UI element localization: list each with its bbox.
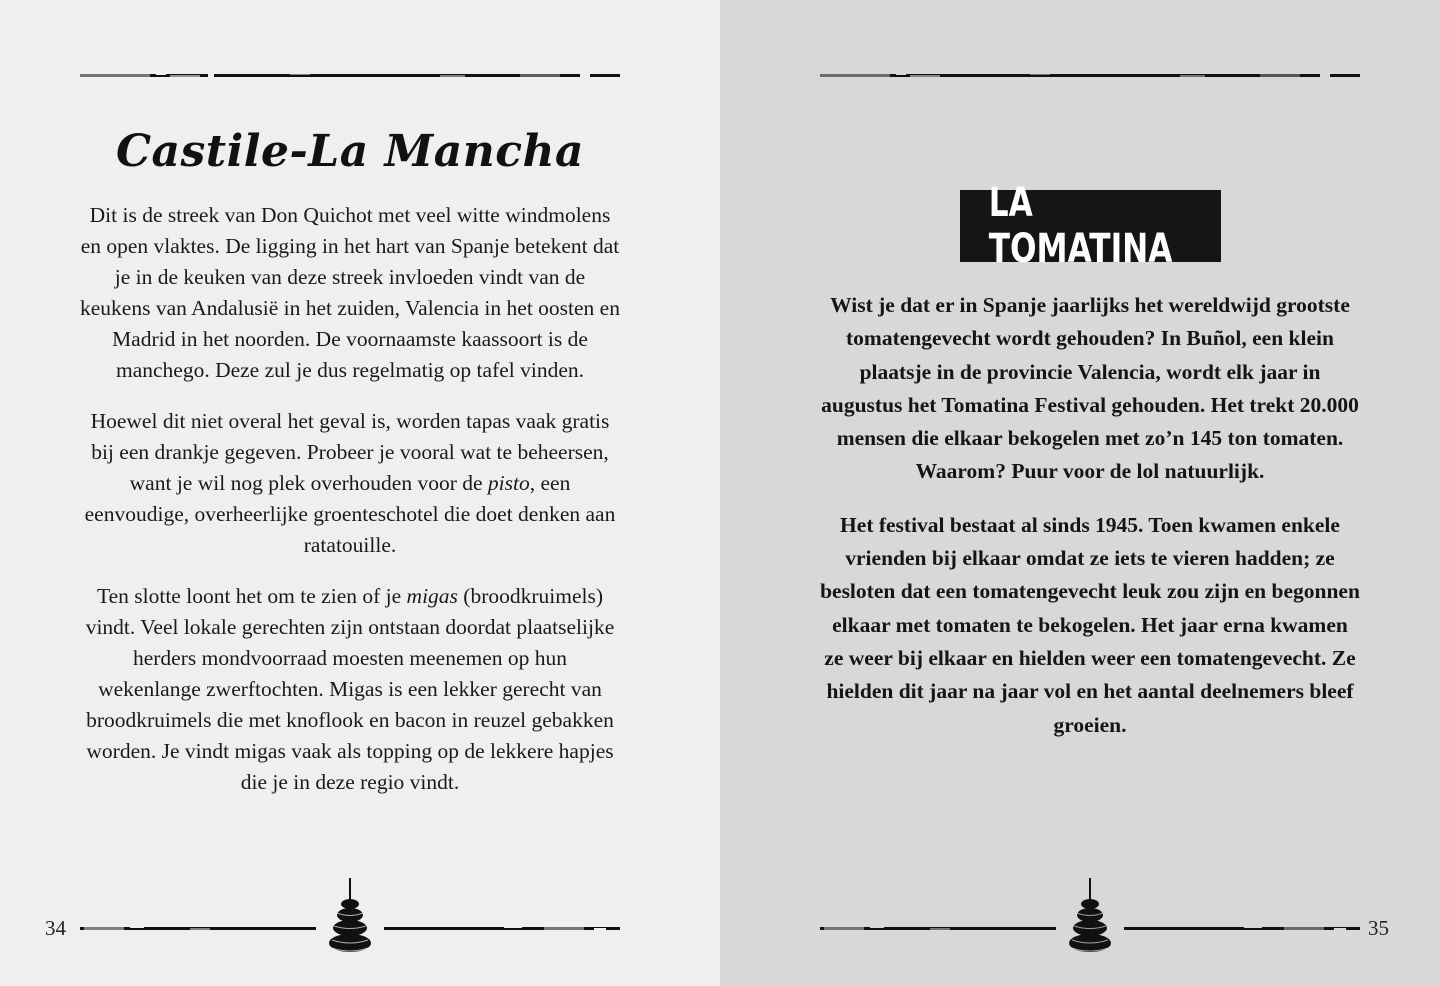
top-rule-right xyxy=(820,72,1360,80)
right-paragraph-1: Wist je dat er in Spanje jaarlijks het wereldwijd grootste tomatengevecht wordt gehouden? In Buñol, een klein plaatsje in de provincie Valencia, wordt elk jaar in augustus het Tomatina Festival gehouden. Het trekt 20.000 mensen die elkaar bekogelen met zo’n 145 ton tomaten. Waarom? Puur voor de lol natuurlijk. xyxy=(821,293,1359,484)
page-title-la-tomatina xyxy=(960,180,1221,272)
left-paragraph-1-text: Dit is de streek van Don Quichot met veel witte windmolens en open vlaktes. De ligging in het hart van Spanje betekent dat je in de keuken van deze streek invloeden vindt van de keukens van Andalusië in het zuiden, Valencia in het oosten en Madrid in het noorden. De voornaamste kaassoort is de manchego. Deze zul je dus regelmatig op tafel vinden. xyxy=(80,203,620,382)
bottom-rule-right-a xyxy=(820,925,1056,933)
left-paragraph-2-text-a: Hoewel dit niet overal het geval is, worden tapas vaak gratis bij een drankje gegeven. Probeer je vooral wat te beheersen, want je wil nog plek overhouden voor de xyxy=(90,409,610,495)
left-paragraph-2-text-b: , een eenvoudige, overheerlijke groenteschotel die doet denken aan ratatouille. xyxy=(84,471,616,557)
bottom-rule-right-b xyxy=(1124,925,1360,933)
top-rule-left xyxy=(80,72,620,80)
left-body-text xyxy=(80,200,620,818)
page-number-right: 35 xyxy=(1368,916,1389,940)
left-paragraph-2 xyxy=(80,406,620,561)
bottom-rule-left-b xyxy=(384,925,620,933)
left-paragraph-1 xyxy=(80,200,620,386)
left-paragraph-3-text-b: (broodkruimels) vindt. Veel lokale gerechten zijn ontstaan doordat plaatselijke herders mondvoorraad moesten meenemen op hun wekenlange zwerftochten. Migas is een lekker gerecht van broodkruimels die met knoflook en bacon in reuzel gebakken worden. Je vindt migas vaak als topping op de lekkere hapjes die je in deze regio vindt. xyxy=(85,584,615,794)
title-box-label: LA TOMATINA xyxy=(988,180,1173,272)
page-title-castile-la-mancha: Castile-La Mancha xyxy=(115,126,585,177)
page-number-left: 34 xyxy=(45,916,66,940)
left-paragraph-3 xyxy=(80,581,620,798)
left-paragraph-2-italic-pisto: pisto xyxy=(487,471,530,495)
stacked-plate-ornament-icon xyxy=(328,878,372,960)
left-paragraph-3-text-a: Ten slotte loont het om te zien of je xyxy=(96,584,407,608)
right-body-text xyxy=(820,289,1360,762)
stacked-plate-ornament-icon-right xyxy=(1068,878,1112,960)
left-paragraph-3-italic-migas: migas xyxy=(406,584,458,608)
right-paragraph-2: Het festival bestaat al sinds 1945. Toen kwamen enkele vrienden bij elkaar omdat ze iets te vieren hadden; ze besloten dat een tomatengevecht leuk zou zijn en begonnen elkaar met tomaten te bekogelen. Het jaar erna kwamen ze weer bij elkaar en hielden weer een tomatengevecht. Ze hielden dit jaar na jaar vol en het aantal deelnemers bleef groeien. xyxy=(820,512,1360,737)
bottom-rule-left-a xyxy=(80,925,316,933)
